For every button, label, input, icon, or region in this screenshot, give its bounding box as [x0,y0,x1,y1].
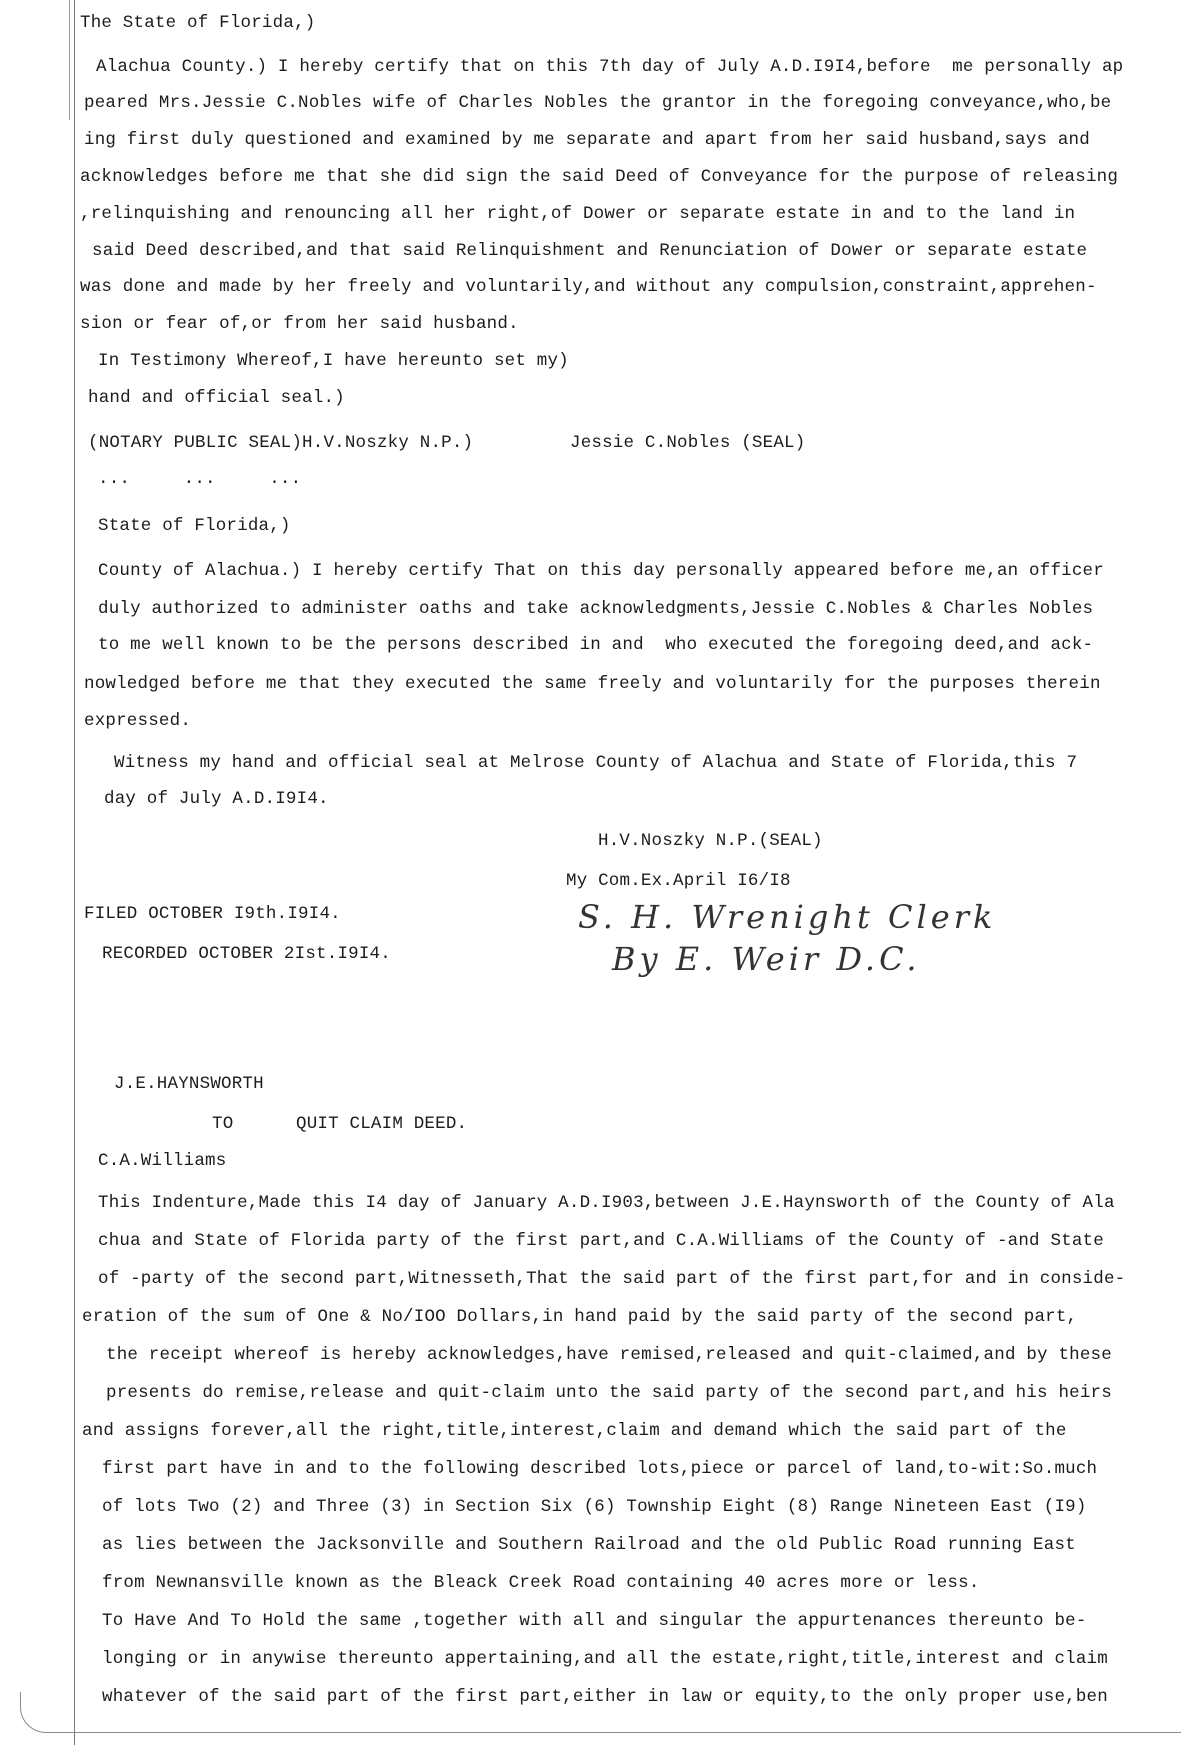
text-line: peared Mrs.Jessie C.Nobles wife of Charles Nobles the grantor in the foregoing conveyance,who,be [84,93,1112,113]
deputy-clerk-signature: By E. Weir D.C. [612,940,921,978]
text-line: day of July A.D.I9I4. [104,789,329,809]
text-line: longing or in anywise thereunto appertaining,and all the estate,right,title,interest and claim [102,1649,1108,1669]
text-line: nowledged before me that they executed the same freely and voluntarily for the purposes therein [84,674,1101,694]
text-line: chua and State of Florida party of the first part,and C.A.Williams of the County of -and State [98,1231,1104,1251]
text-line: To Have And To Hold the same ,together with all and singular the appurtenances thereunto be- [102,1611,1087,1631]
text-line: eration of the sum of One & No/IOO Dollars,in hand paid by the said party of the second part, [82,1307,1078,1327]
signer-line: Jessie C.Nobles (SEAL) [570,433,806,453]
separator-dots: ... ... ... [98,469,302,489]
text-line: duly authorized to administer oaths and take acknowledgments,Jessie C.Nobles & Charles Nobles [98,599,1094,619]
text-line: said Deed described,and that said Relinquishment and Renunciation of Dower or separate estate [92,241,1088,261]
text-line: to me well known to be the persons described in and who executed the foregoing deed,and ack- [98,635,1094,655]
text-line: Witness my hand and official seal at Melrose County of Alachua and State of Florida,this 7 [114,753,1078,773]
text-line: first part have in and to the following described lots,piece or parcel of land,to-wit:So.much [102,1459,1098,1479]
text-line: whatever of the said part of the first part,either in law or equity,to the only proper use,ben [102,1687,1108,1707]
text-line: acknowledges before me that she did sign the said Deed of Conveyance for the purpose of releasing [80,167,1119,187]
text-line: expressed. [84,711,192,731]
deed-title: QUIT CLAIM DEED. [296,1114,468,1134]
text-line: and assigns forever,all the right,title,interest,claim and demand which the said part of the [82,1421,1067,1441]
deed-grantor: J.E.HAYNSWORTH [114,1074,264,1094]
text-line: State of Florida,) [98,516,291,536]
notary-signature-line: H.V.Noszky N.P.(SEAL) [598,831,823,851]
text-line: of lots Two (2) and Three (3) in Section Six (6) Township Eight (8) Range Nineteen East (I9) [102,1497,1087,1517]
deed-grantee: C.A.Williams [98,1151,227,1171]
clerk-signature: S. H. Wrenight Clerk [578,898,997,936]
text-line: ing first duly questioned and examined by me separate and apart from her said husband,says and [84,130,1090,150]
page-margin-rule-secondary [69,0,70,120]
text-line: sion or fear of,or from her said husband. [80,314,519,334]
text-line: presents do remise,release and quit-claim unto the said party of the second part,and his heirs [106,1383,1112,1403]
text-line: of -party of the second part,Witnesseth,That the said part of the first part,for and in conside- [98,1269,1126,1289]
filed-date-line: FILED OCTOBER I9th.I9I4. [84,904,341,924]
page-margin-rule [74,0,75,1745]
deed-to: TO [212,1114,234,1134]
text-line: hand and official seal.) [88,388,345,408]
text-line: as lies between the Jacksonville and Southern Railroad and the old Public Road running East [102,1535,1076,1555]
text-line: County of Alachua.) I hereby certify That on this day personally appeared before me,an officer [98,561,1104,581]
text-line: This Indenture,Made this I4 day of January A.D.I903,between J.E.Haynsworth of the County of Ala [98,1193,1115,1213]
text-line: In Testimony Whereof,I have hereunto set my) [98,351,569,371]
text-line: from Newnansville known as the Bleack Creek Road containing 40 acres more or less. [102,1573,980,1593]
commission-expiry-line: My Com.Ex.April I6/I8 [566,871,791,891]
text-line: The State of Florida,) [80,13,316,33]
recorded-date-line: RECORDED OCTOBER 2Ist.I9I4. [102,944,391,964]
text-line: ,relinquishing and renouncing all her right,of Dower or separate estate in and to the land in [80,204,1076,224]
notary-seal-line: (NOTARY PUBLIC SEAL)H.V.Noszky N.P.) [88,433,474,453]
text-line: the receipt whereof is hereby acknowledges,have remised,released and quit-claimed,and by these [106,1345,1112,1365]
text-line: Alachua County.) I hereby certify that on this 7th day of July A.D.I9I4,before me personally ap [96,57,1124,77]
text-line: was done and made by her freely and voluntarily,and without any compulsion,constraint,apprehen- [80,277,1097,297]
